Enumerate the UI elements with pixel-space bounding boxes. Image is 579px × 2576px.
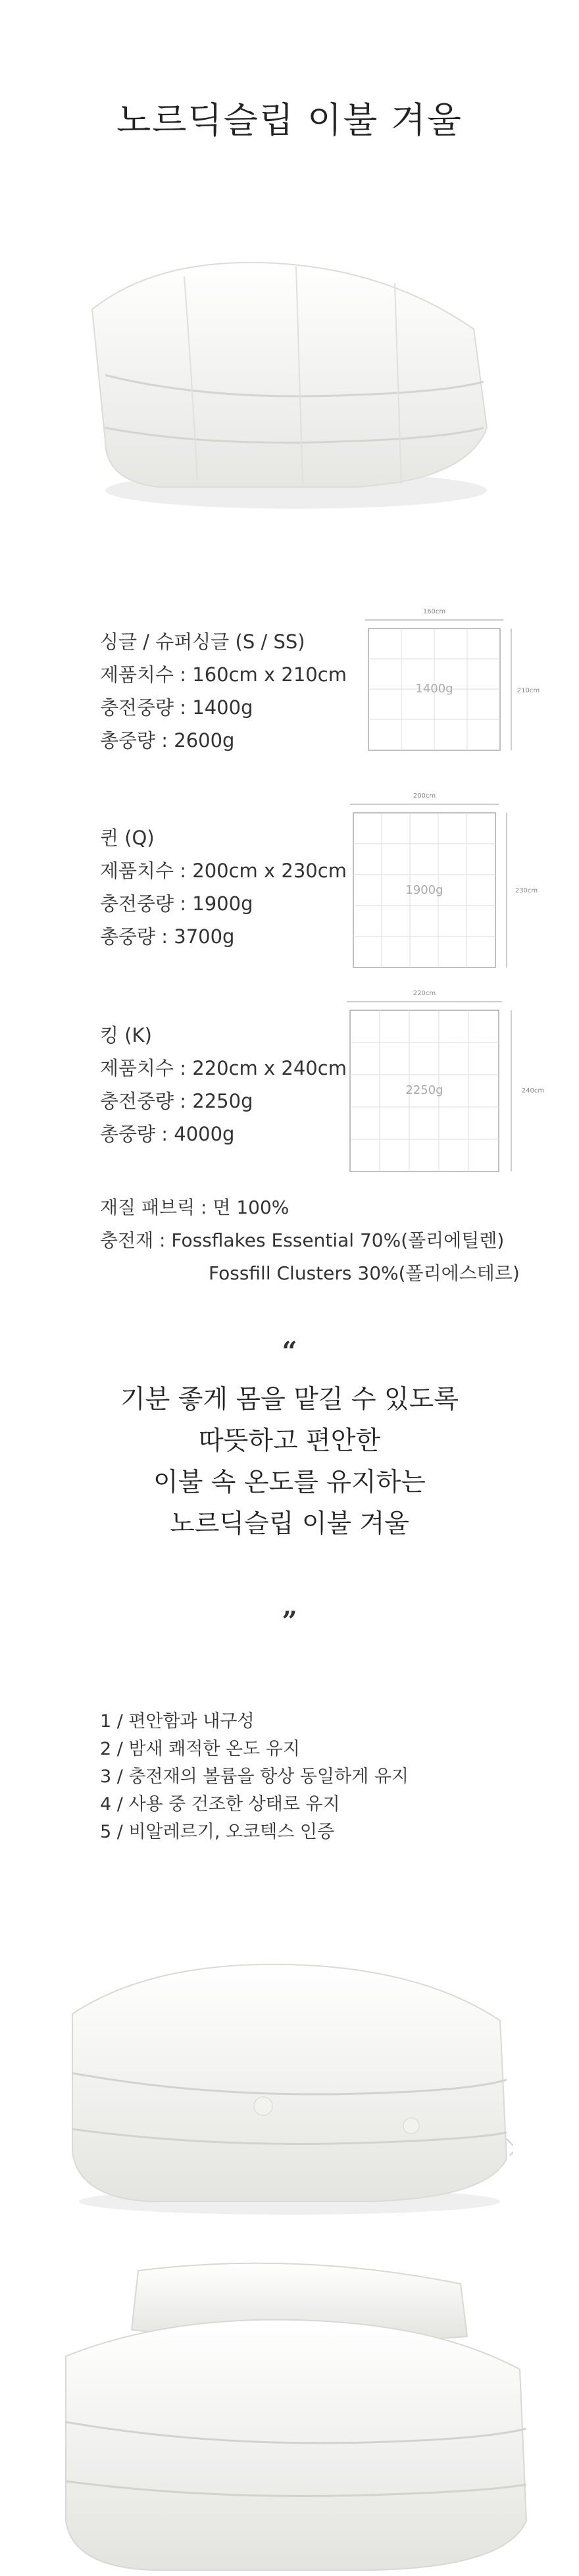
material-info xyxy=(100,1191,520,1290)
quote-open-mark: “ xyxy=(282,1336,297,1367)
list-item: 5 / 비알레르기, 오코텍스 인증 xyxy=(100,1822,335,1842)
list-item: 1 / 편안함과 내구성 xyxy=(100,1711,255,1732)
size-name: 퀸 (Q) xyxy=(100,827,155,849)
size-spec-king xyxy=(100,1019,347,1150)
diagram-height-label: 230cm xyxy=(515,887,538,894)
size-dimensions: 제품치수 : 200cm x 230cm xyxy=(100,860,347,882)
size-name: 싱글 / 슈퍼싱글 (S / SS) xyxy=(100,631,305,653)
size-total-weight: 총중량 : 4000g xyxy=(100,1123,235,1145)
filling-text-2: Fossfill Clusters 30%(폴리에스테르) xyxy=(209,1262,520,1284)
list-item: 4 / 사용 중 건조한 상태로 유지 xyxy=(100,1794,340,1815)
quote-line: 따뜻하고 편안한 xyxy=(198,1426,381,1456)
diagram-width-label: 220cm xyxy=(413,990,436,997)
size-diagram-king xyxy=(339,987,566,1178)
diagram-fill-label: 2250g xyxy=(405,1083,443,1097)
fabric-text: 재질 패브릭 : 면 100% xyxy=(100,1197,290,1218)
duvet-with-pillow-image xyxy=(46,2257,533,2573)
diagram-height-label: 240cm xyxy=(521,1087,545,1095)
diagram-width-label: 200cm xyxy=(413,792,436,800)
size-dimensions: 제품치수 : 220cm x 240cm xyxy=(100,1057,347,1079)
diagram-height-label: 210cm xyxy=(516,687,540,694)
size-fill-weight: 충전중량 : 1400g xyxy=(100,696,253,719)
duvet-folded-image xyxy=(53,1942,513,2218)
diagram-fill-label: 1900g xyxy=(405,883,443,897)
size-diagram-queen xyxy=(342,790,559,974)
quote-text xyxy=(0,1379,579,1545)
feature-list xyxy=(100,1708,409,1846)
page-title: 노르딕슬립 이불 겨울 xyxy=(116,99,463,141)
filling-text: 충전재 : Fossflakes Essential 70%(폴리에틸렌) xyxy=(100,1229,505,1251)
quote-line: 기분 좋게 몸을 맡길 수 있도록 xyxy=(120,1385,459,1414)
size-spec-single xyxy=(100,625,347,757)
size-total-weight: 총중량 : 3700g xyxy=(100,925,235,948)
size-dimensions: 제품치수 : 160cm x 210cm xyxy=(100,663,347,686)
size-spec-queen xyxy=(100,821,347,953)
size-fill-weight: 충전중량 : 2250g xyxy=(100,1090,253,1112)
list-item: 2 / 밤새 쾌적한 온도 유지 xyxy=(100,1739,300,1759)
size-total-weight: 총중량 : 2600g xyxy=(100,729,235,752)
diagram-fill-label: 1400g xyxy=(415,682,453,696)
size-name: 킹 (K) xyxy=(100,1024,152,1046)
quote-close-mark: ” xyxy=(282,1606,297,1637)
diagram-width-label: 160cm xyxy=(422,608,446,615)
size-fill-weight: 충전중량 : 1900g xyxy=(100,892,253,915)
size-diagram-single xyxy=(359,605,556,757)
quote-line: 노르딕슬립 이불 겨울 xyxy=(170,1509,409,1539)
duvet-image xyxy=(79,230,500,520)
quote-line: 이불 속 온도를 유지하는 xyxy=(153,1468,426,1497)
list-item: 3 / 충전재의 볼륨을 항상 동일하게 유지 xyxy=(100,1766,409,1787)
